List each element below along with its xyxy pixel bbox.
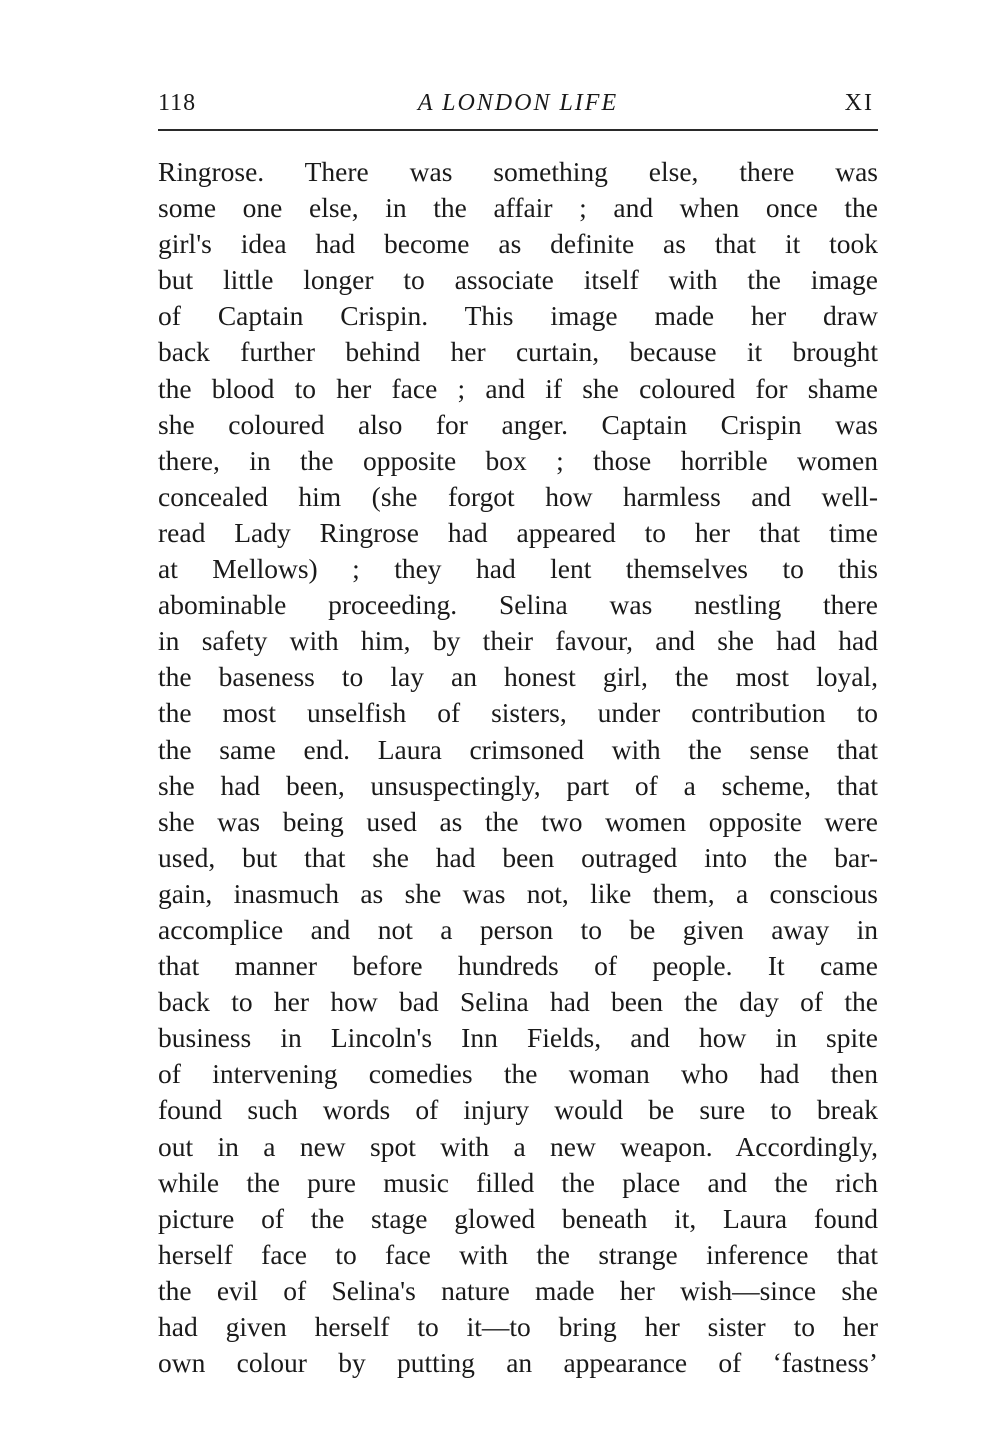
text-line: business in Lincoln's Inn Fields, and how in spite [158,1022,878,1054]
running-header [158,86,878,120]
running-title: A LONDON LIFE [417,90,619,116]
text-line: herself face to face with the strange inference that [158,1238,878,1270]
text-line: some one else, in the affair ; and when once the [158,192,878,224]
text-line: of Captain Crispin. This image made her draw [158,300,878,332]
text-line: the baseness to lay an honest girl, the most loyal, [158,661,878,693]
text-line: she was being used as the two women opposite were [158,805,878,837]
text-line: abominable proceeding. Selina was nestling there [158,589,878,621]
text-line: had given herself to it—to bring her sister to her [158,1311,878,1342]
page-number: 118 [158,90,197,116]
text-line: accomplice and not a person to be given away in [158,913,878,945]
text-line: out in a new spot with a new weapon. Accordingly, [158,1130,878,1162]
text-line: own colour by putting an appearance of ‘fastness’ [158,1347,878,1379]
text-line: she coloured also for anger. Captain Crispin was [158,408,878,440]
text-line: in safety with him, by their favour, and she had had [158,625,878,657]
header-rule [158,129,878,131]
text-line: girl's idea had become as definite as that it took [158,228,878,260]
text-line: at Mellows) ; they had lent themselves to this [158,553,878,585]
body-text [158,154,878,1381]
text-line: the evil of Selina's nature made her wish—since she [158,1274,878,1306]
text-line: she had been, unsuspectingly, part of a scheme, that [158,769,878,801]
text-line: Ringrose. There was something else, there was [158,156,878,187]
text-line: used, but that she had been outraged into the bar- [158,841,878,873]
text-line: read Lady Ringrose had appeared to her that time [158,516,878,548]
text-line: the blood to her face ; and if she coloured for shame [158,372,878,404]
text-line: the most unselfish of sisters, under contribution to [158,697,878,729]
text-line: that manner before hundreds of people. It came [158,950,878,982]
text-line: picture of the stage glowed beneath it, Laura found [158,1202,878,1234]
text-line: but little longer to associate itself with the image [158,264,878,296]
text-line: the same end. Laura crimsoned with the sense that [158,733,878,765]
text-line: back further behind her curtain, because it brought [158,336,878,368]
text-line: found such words of injury would be sure to break [158,1094,878,1126]
text-line: gain, inasmuch as she was not, like them, a conscious [158,877,878,909]
text-line: back to her how bad Selina had been the day of the [158,986,878,1018]
text-line: while the pure music filled the place and the rich [158,1166,878,1198]
text-line: there, in the opposite box ; those horrible women [158,444,878,476]
text-line: of intervening comedies the woman who had then [158,1058,878,1090]
text-line: concealed him (she forgot how harmless and well- [158,480,878,512]
chapter-number: XI [844,90,874,116]
